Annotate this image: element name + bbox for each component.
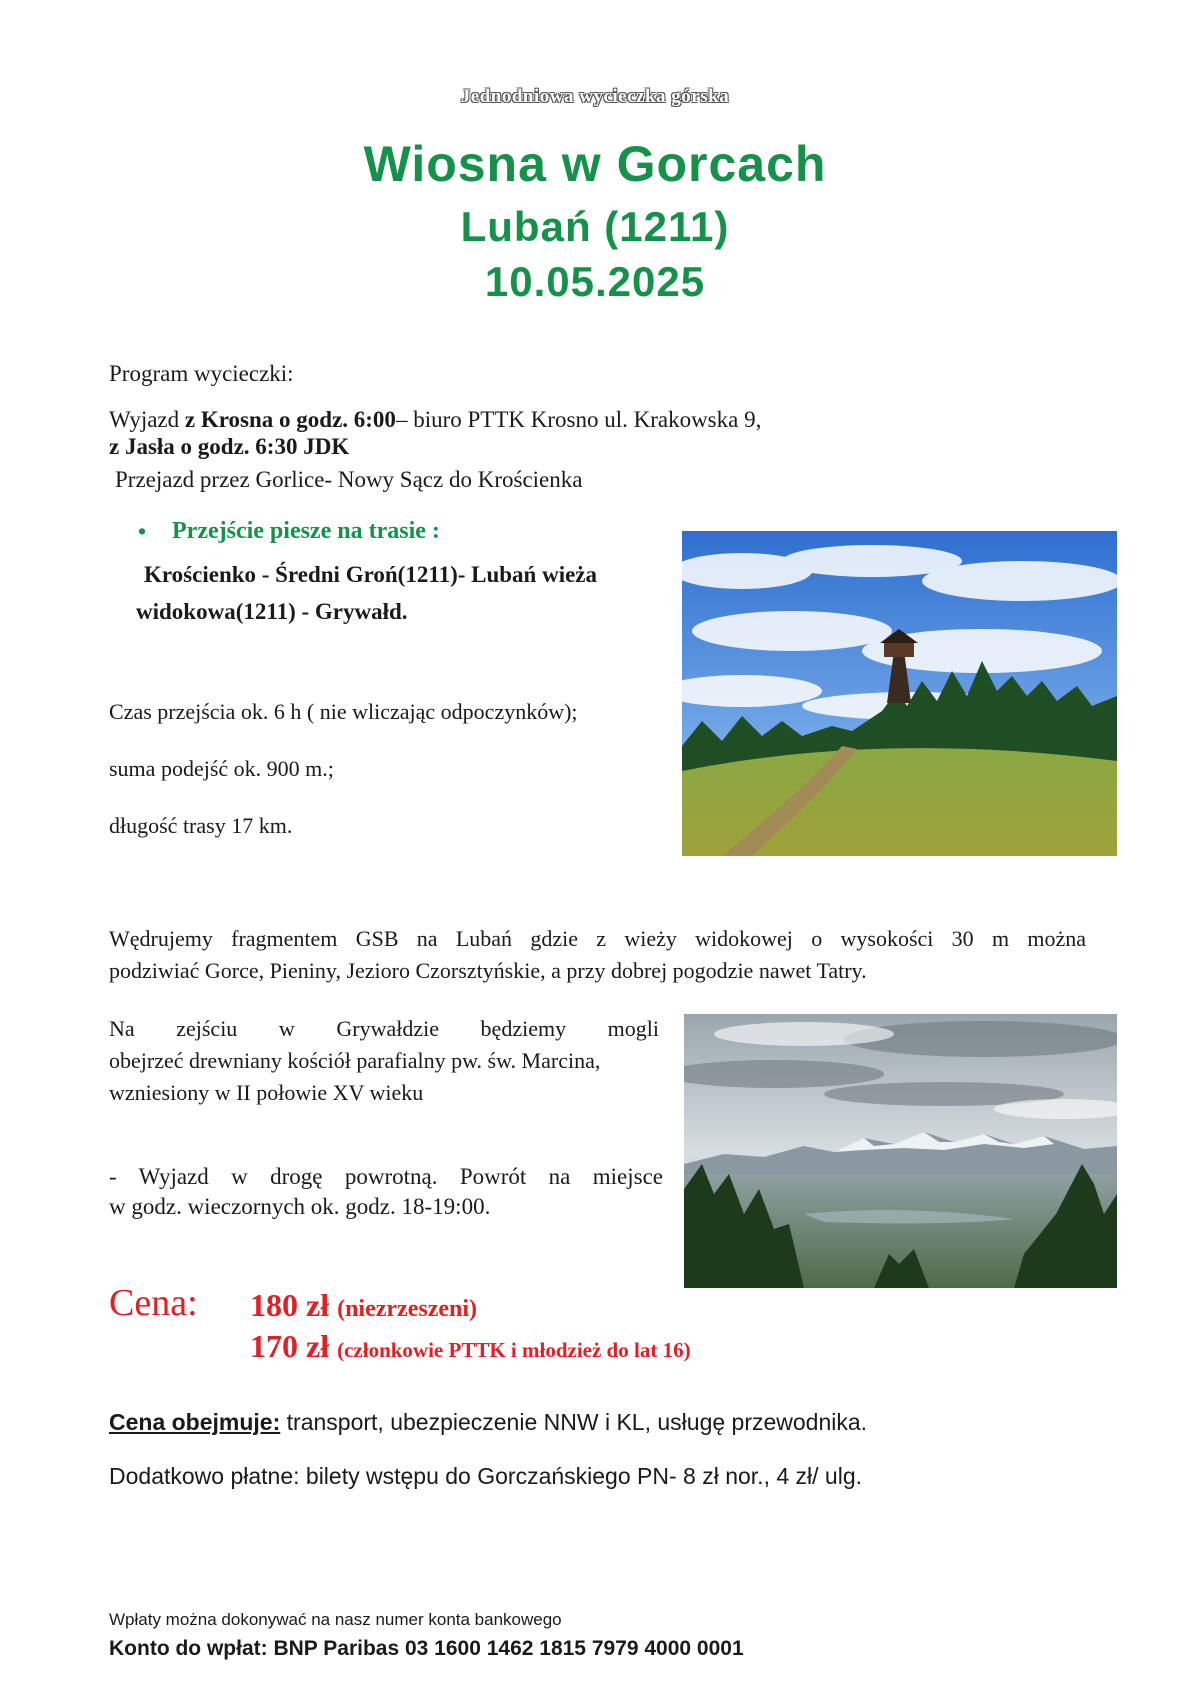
price-note-2: (członkowie PTTK i młodzież do lat 16): [337, 1338, 691, 1362]
route-bullet: •: [138, 519, 147, 544]
church-text-line-3: wzniesiony w II połowie XV wieku: [109, 1080, 424, 1105]
included-line: [109, 1407, 867, 1437]
peak-name: Lubań (1211): [460, 203, 730, 250]
tower-photo: [682, 531, 1117, 856]
departure-krosno: [109, 405, 761, 435]
program-heading: Program wycieczki:: [109, 361, 294, 386]
gsb-text-line-2: podziwiać Gorce, Pieniny, Jezioro Czorsztyńskie, a przy dobrej pogodzie nawet Tatry.: [109, 958, 867, 983]
church-text-line-2: obejrzeć drewniany kościół parafialny pw. św. Marcina,: [109, 1048, 601, 1073]
price-label: Cena:: [109, 1282, 198, 1324]
payment-note: Wpłaty można dokonywać na nasz numer konta bankowego: [109, 1610, 562, 1629]
price-line-2: [250, 1326, 691, 1370]
price-amount-1: 180 zł: [250, 1287, 330, 1323]
panorama-photo-graphic: [684, 1014, 1117, 1288]
route-label: Przejście piesze na trasie :: [172, 518, 440, 544]
price-amount-2: 170 zł: [250, 1328, 330, 1364]
price-line-1: [250, 1285, 477, 1329]
ascent-total: suma podejść ok. 900 m.;: [109, 756, 334, 781]
included-label: Cena obejmuje:: [109, 1409, 281, 1435]
transit-info: Przejazd przez Gorlice- Nowy Sącz do Krościenka: [115, 467, 583, 492]
church-text-line-1: Na zejściu w Grywałdzie będziemy mogli: [109, 1016, 659, 1041]
price-note-1: (niezrzeszeni): [337, 1296, 478, 1322]
departure-jaslo: z Jasła o godz. 6:30 JDK: [109, 434, 350, 459]
departure-krosno-place: – biuro PTTK Krosno ul. Krakowska 9,: [395, 407, 762, 432]
trip-date: 10.05.2025: [484, 258, 706, 305]
departure-prefix: Wyjazd: [109, 407, 185, 432]
route-length: długość trasy 17 km.: [109, 813, 293, 838]
panorama-photo: [684, 1014, 1117, 1288]
subtitle: Jednodniowa wycieczka górska: [460, 86, 730, 107]
walk-time: Czas przejścia ok. 6 h ( nie wliczając odpoczynków);: [109, 699, 578, 724]
return-text-line-1: - Wyjazd w drogę powrotną. Powrót na miejsce: [109, 1164, 663, 1189]
gsb-text-line-1: Wędrujemy fragmentem GSB na Lubań gdzie z wieży widokowej o wysokości 30 m można: [109, 926, 1086, 951]
return-text-line-2: w godz. wieczornych ok. godz. 18-19:00.: [109, 1194, 491, 1219]
included-text: transport, ubezpieczenie NNW i KL, usługę przewodnika.: [280, 1409, 868, 1435]
route-line-2: widokowa(1211) - Grywałd.: [136, 599, 408, 624]
bank-account: Konto do wpłat: BNP Paribas 03 1600 1462 1815 7979 4000 0001: [109, 1637, 744, 1660]
departure-krosno-time: z Krosna o godz. 6:00: [184, 407, 396, 432]
extra-fees: Dodatkowo płatne: bilety wstępu do Gorczańskiego PN- 8 zł nor., 4 zł/ ulg.: [109, 1463, 863, 1489]
route-line-1: Krościenko - Średni Groń(1211)- Lubań wieża: [144, 562, 598, 587]
page-title: Wiosna w Gorcach: [363, 136, 827, 192]
tower-photo-graphic: [682, 531, 1117, 856]
